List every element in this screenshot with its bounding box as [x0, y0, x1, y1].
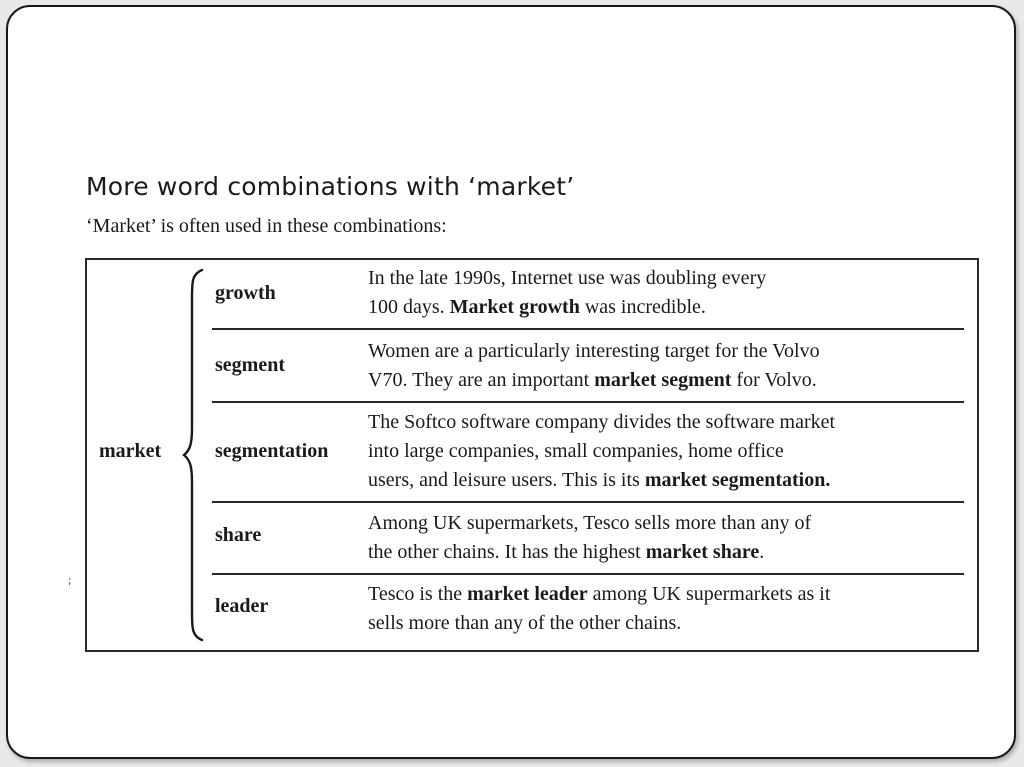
definition-line	[368, 264, 968, 293]
row-divider	[212, 501, 964, 503]
definition-segment	[368, 337, 968, 395]
row-divider	[212, 573, 964, 575]
definition-line	[368, 293, 968, 322]
text-run: Women are a particularly interesting target for the Volvo	[368, 340, 820, 362]
bold-term: market leader	[467, 583, 588, 605]
definition-share	[368, 509, 968, 567]
definition-line	[368, 538, 968, 567]
definition-line	[368, 609, 968, 638]
text-run: .	[759, 541, 765, 563]
bold-term: Market growth	[449, 296, 580, 318]
term-leader: leader	[215, 595, 269, 617]
text-run: Among UK supermarkets, Tesco sells more than any of	[368, 512, 812, 534]
definition-line	[368, 466, 968, 495]
term-segmentation: segmentation	[215, 440, 329, 462]
term-share: share	[215, 524, 262, 546]
definition-line	[368, 337, 968, 366]
term-segment: segment	[215, 354, 285, 376]
row-divider	[212, 401, 964, 403]
text-run: users, and leisure users. This is its	[368, 469, 645, 491]
bold-term: market share	[645, 541, 760, 563]
text-run: into large companies, small companies, home office	[368, 440, 784, 462]
definition-leader	[368, 580, 968, 638]
definition-line	[368, 408, 968, 437]
root-word: market	[99, 440, 162, 462]
definition-line	[368, 366, 968, 395]
term-growth: growth	[215, 282, 276, 304]
text-run: In the late 1990s, Internet use was doubling every	[368, 267, 767, 289]
definition-line	[368, 437, 968, 466]
curly-brace-icon	[182, 268, 208, 642]
definition-growth	[368, 264, 968, 322]
row-divider	[212, 328, 964, 330]
page-subtitle: ‘Market’ is often used in these combinations:	[86, 215, 447, 237]
text-run: was incredible.	[579, 296, 706, 318]
definition-segmentation	[368, 408, 968, 495]
text-run: 100 days.	[368, 296, 450, 318]
bold-term: market segmentation.	[644, 469, 831, 491]
bold-term: market segment	[594, 369, 732, 391]
stray-mark: ;	[68, 574, 72, 587]
text-run: The Softco software company divides the software market	[368, 411, 836, 433]
definition-line	[368, 580, 968, 609]
text-run: for Volvo.	[731, 369, 817, 391]
text-run: Tesco is the	[368, 583, 468, 605]
text-run: the other chains. It has the highest	[368, 541, 646, 563]
text-run: among UK supermarkets as it	[587, 583, 831, 605]
page-title: More word combinations with ‘market’	[86, 172, 575, 201]
definition-line	[368, 509, 968, 538]
text-run: V70. They are an important	[368, 369, 595, 391]
text-run: sells more than any of the other chains.	[368, 612, 682, 634]
